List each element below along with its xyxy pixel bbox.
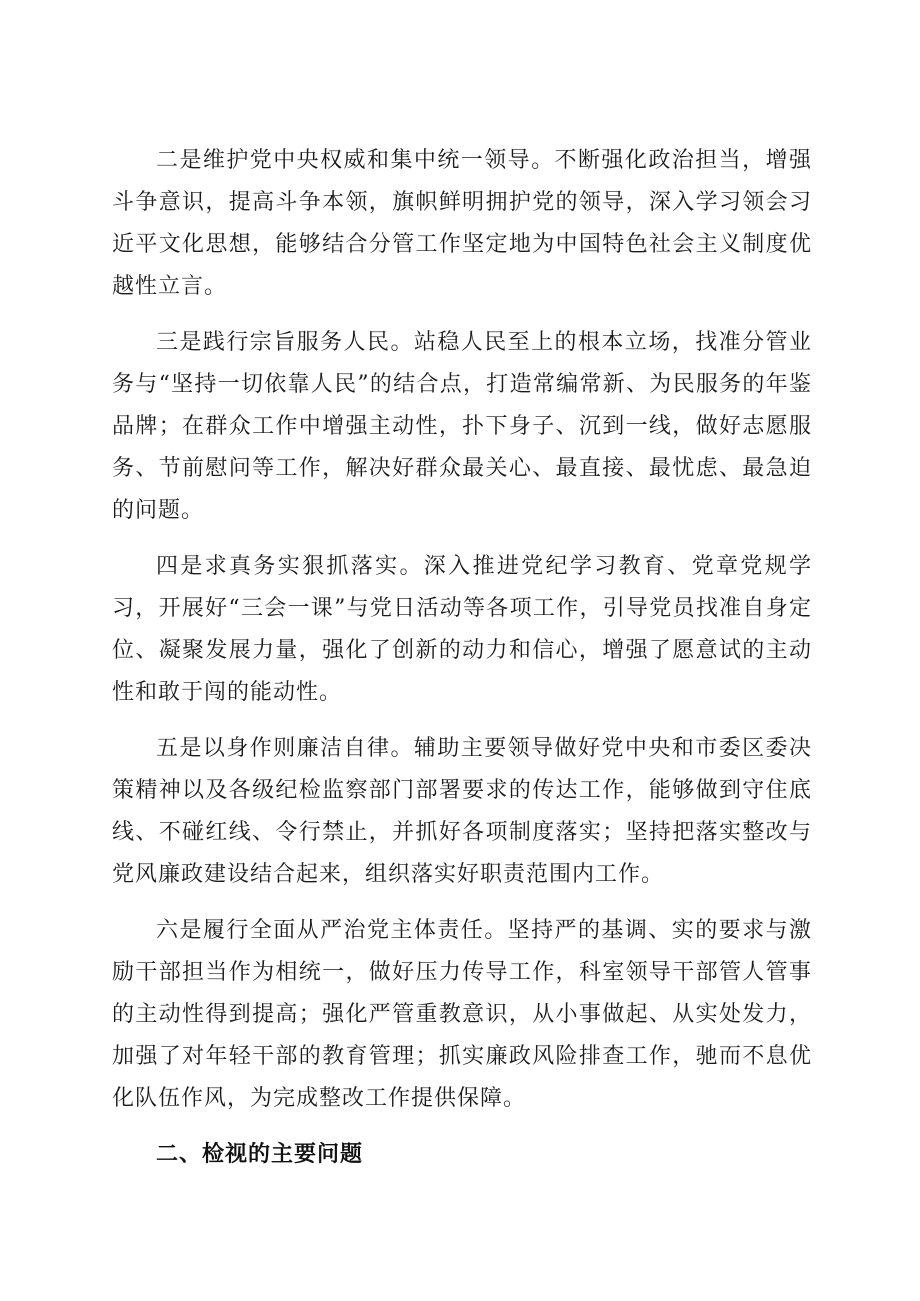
paragraph-six-party-governance: 六是履行全面从严治党主体责任。坚持严的基调、实的要求与激励干部担当作为相统一，做好压力传导工作，科室领导干部管人管事的主动性得到提高；强化严管重教意识，从小事做起、从实处发力，加强了对年轻干部的教育管理；抓实廉政风险排查工作，驰而不息优化队伍作风，为完成整改工作提供保障。: [112, 918, 812, 1111]
paragraph-three-serve-people: 三是践行宗旨服务人民。站稳人民至上的根本立场，找准分管业务与“坚持一切依靠人民”的结合点，打造常编常新、为民服务的年鉴品牌；在群众工作中增强主动性，扑下身子、沉到一线，做好志愿服务、节前慰问等工作，解决好群众最关心、最直接、最忧虑、最急迫的问题。: [112, 330, 812, 523]
paragraph-four-implementation: 四是求真务实狠抓落实。深入推进党纪学习教育、党章党规学习，开展好“三会一课”与党日活动等各项工作，引导党员找准自身定位、凝聚发展力量，强化了创新的动力和信心，增强了愿意试的主动性和敢于闯的能动性。: [112, 554, 812, 705]
document-body: [112, 140, 812, 1176]
paragraph-five-self-discipline: 五是以身作则廉洁自律。辅助主要领导做好党中央和市委区委决策精神以及各级纪检监察部门部署要求的传达工作，能够做到守住底线、不碰红线、令行禁止，并抓好各项制度落实；坚持把落实整改与党风廉政建设结合起来，组织落实好职责范围内工作。: [112, 736, 812, 887]
section-heading: 二、检视的主要问题: [156, 1142, 364, 1167]
paragraph-two-uphold-authority: 二是维护党中央权威和集中统一领导。不断强化政治担当，增强斗争意识，提高斗争本领，旗帜鲜明拥护党的领导，深入学习领会习近平文化思想，能够结合分管工作坚定地为中国特色社会主义制度优越性立言。: [112, 148, 812, 299]
